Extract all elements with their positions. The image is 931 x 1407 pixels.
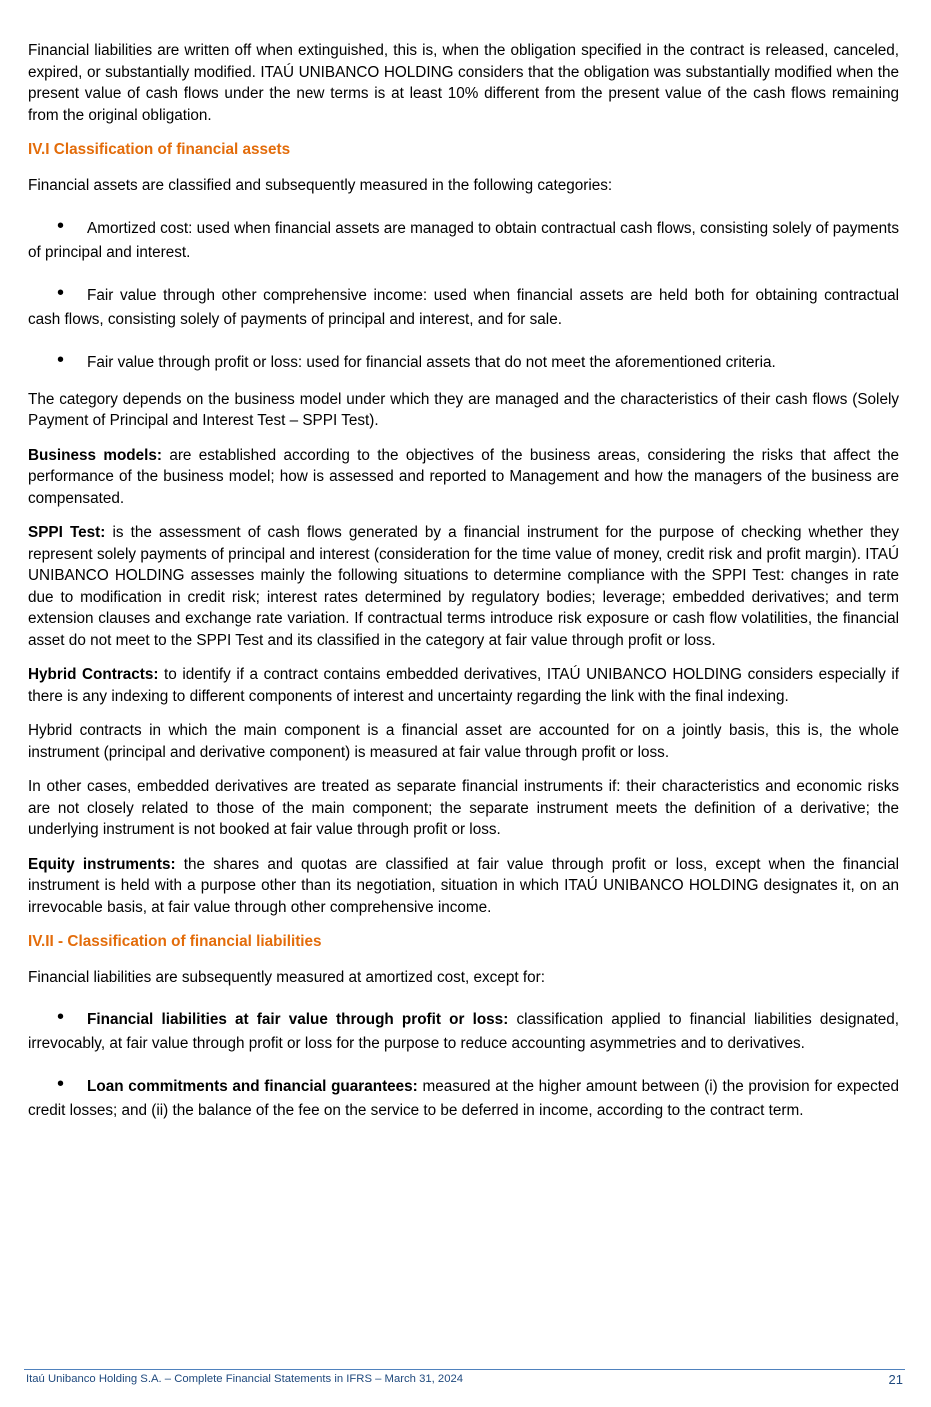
bullet-icon: • [57, 1006, 65, 1028]
term-label: SPPI Test: [28, 524, 106, 541]
page-number: 21 [888, 1372, 903, 1387]
list-item-text [28, 1008, 899, 1055]
term-definition: are established according to the objectives of the business areas, considering the risks that affect the performance of the business model; how is assessed and reported to Management and how the managers of the business are compensated. [28, 446, 899, 507]
paragraph-embedded-derivatives: In other cases, embedded derivatives are treated as separate financial instruments if: their characteristics and economic risks are not closely related to those of the main component; the separate instrument meets the definition of a derivative; the underlying instrument is not booked at fair value through profit or loss. [28, 778, 899, 838]
term-definition: measured at the higher amount between (i) the provision for expected credit losses; and (ii) the balance of the fee on the service to be deferred in income, according to the contract term. [28, 1078, 899, 1119]
list-item-amortized-cost [28, 217, 899, 264]
term-definition: is the assessment of cash flows generated by a financial instrument for the purpose of checking whether they represent solely payments of principal and interest (consideration for the time value of money, credit risk and profit margin). ITAÚ UNIBANCO HOLDING assesses mainly the following situations to determine compliance with the SPPI Test: changes in rate due to modification in credit risk; interest rates determined by regulatory bodies; leverage; embedded derivatives; and term extension clauses and exchange rate variation. If contractual terms introduce risk exposure or cash flow volatilities, the financial asset do not meet to the SPPI Test and its classified in the category at fair value through profit or loss. [28, 524, 899, 649]
term-label: Business models: [28, 446, 162, 464]
list-item-fvoci [28, 284, 899, 331]
paragraph-category: The category depends on the business model under which they are managed and the characteristics of their cash flows (Solely Payment of Principal and Interest Test – SPPI Test). [28, 390, 899, 429]
list-item-fvtpl [28, 351, 899, 375]
bullet-icon: • [57, 349, 65, 371]
paragraph-hybrid-accounting: Hybrid contracts in which the main component is a financial asset are accounted for on a jointly basis, this is, the whole instrument (principal and derivative component) is measured at fair value through profit or loss. [28, 722, 899, 761]
term-label: Financial liabilities at fair value through profit or loss: [87, 1011, 509, 1028]
paragraph-derecognition: Financial liabilities are written off when extinguished, this is, when the obligation specified in the contract is released, canceled, expired, or substantially modified. ITAÚ UNIBANCO HOLDING considers that the obligation was substantially modified when the present value of cash flows under the new terms is at least 10% different from the present value of the cash flows remaining from the original obligation. [28, 42, 899, 124]
term-label: Hybrid Contracts: [28, 666, 159, 683]
term-label: Loan commitments and financial guarantees: [87, 1078, 418, 1095]
bullet-icon: • [57, 1073, 65, 1095]
bullet-icon: • [57, 215, 65, 237]
document-body [28, 40, 899, 1122]
list-item-text [28, 1075, 899, 1122]
footer-document-title: Itaú Unibanco Holding S.A. – Complete Financial Statements in IFRS – March 31, 2024 [26, 1373, 464, 1385]
paragraph-sppi-test [28, 522, 899, 651]
paragraph-liabilities-intro: Financial liabilities are subsequently measured at amortized cost, except for: [28, 968, 545, 986]
paragraph-assets-intro: Financial assets are classified and subsequently measured in the following categories: [28, 176, 613, 194]
bullet-icon: • [57, 282, 65, 304]
term-definition: the shares and quotas are classified at fair value through profit or loss, except when the financial instrument is held with a purpose other than its negotiation, situation in which ITAÚ UNIBANCO HOLDING designates it, on an irrevocable basis, at fair value through other comprehensive income. [28, 855, 899, 916]
term-label: Equity instruments: [28, 855, 176, 873]
paragraph-business-models [28, 445, 899, 510]
footer-divider [24, 1369, 905, 1370]
list-item-text: Fair value through profit or loss: used for financial assets that do not meet the aforementioned criteria. [87, 354, 776, 371]
paragraph-hybrid-contracts [28, 664, 899, 707]
list-item-liabilities-fvtpl [28, 1008, 899, 1055]
term-definition: to identify if a contract contains embedded derivatives, ITAÚ UNIBANCO HOLDING considers especially if there is any indexing to different components of interest and uncertainty regarding the link with the final indexing. [28, 666, 899, 705]
list-item-text: Fair value through other comprehensive income: used when financial assets are held both for obtaining contractual cash flows, consisting solely of payments of principal and interest, and for sale. [28, 287, 899, 328]
list-item-loan-commitments [28, 1075, 899, 1122]
term-definition: classification applied to financial liabilities designated, irrevocably, at fair value through profit or loss for the purpose to reduce accounting asymmetries and to derivatives. [28, 1011, 900, 1052]
heading-classification-assets: IV.I Classification of financial assets [28, 141, 291, 158]
paragraph-equity-instruments [28, 854, 899, 919]
list-item-text: Amortized cost: used when financial assets are managed to obtain contractual cash flows, consisting solely of payments of principal and interest. [28, 220, 900, 261]
heading-classification-liabilities: IV.II - Classification of financial liabilities [28, 933, 322, 950]
